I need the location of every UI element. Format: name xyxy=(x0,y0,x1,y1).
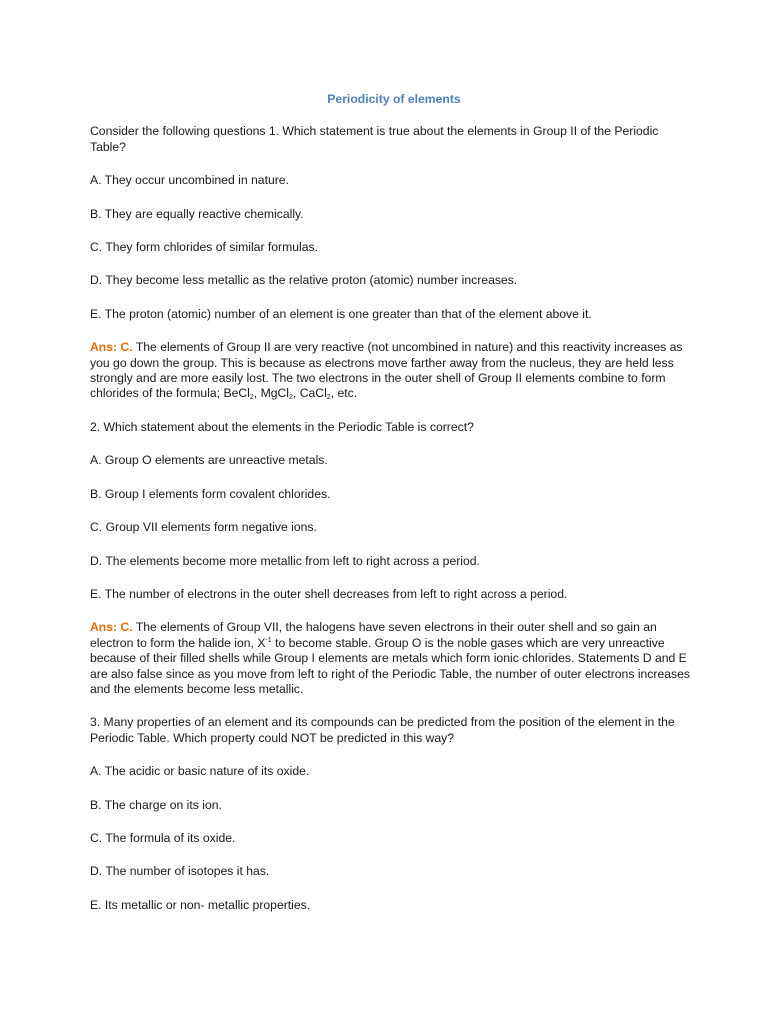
answer-label: Ans: C. xyxy=(90,620,133,635)
q2-option-c: C. Group VII elements form negative ions. xyxy=(90,520,317,535)
q1-option-c: C. They form chlorides of similar formulas. xyxy=(90,240,319,255)
answer-text-cont: to become stable. Group O is the noble gases which are very unreactive because of their filled shells while Group I elements are metals which form ionic chlorides. Statements D and E are also false since as you move from left to right of the Periodic Table, the number of outer electrons increases and the elements become less metallic. xyxy=(90,635,690,696)
document-page xyxy=(90,92,690,931)
formula-cacl2: CaCl$_2$ xyxy=(299,386,331,402)
question-3: 3. Many properties of an element and its compounds can be predicted from the position of the element in the Periodic Table. Which property could NOT be predicted in this way? xyxy=(90,715,675,745)
q2-option-e: E. The number of electrons in the outer shell decreases from left to right across a period. xyxy=(90,586,568,601)
formula-becl2: BeCl$_2$ xyxy=(223,386,254,402)
q3-option-d: D. The number of isotopes it has. xyxy=(90,864,270,879)
answer-text: The elements of Group II are very reactive (not uncombined in nature) and this reactivity increases as you go down the group. This is because as electrons move farther away from the nucleus, they are held less strongly and are more easily lost. The two electrons in the outer shell of Group II elements combine to form chlorides of the formula; xyxy=(90,340,683,401)
q1-answer: Ans: C. The elements of Group II are very reactive (not uncombined in nature) and this reactivity increases as you go down the group. This is because as electrons move farther away from the nucleus, they are held less strongly and are more easily lost. The two electrons in the outer shell of Group II elements combine to form chlorides of the formula; BeCl$_2$, MgCl$_2$, CaCl$_2$, etc. xyxy=(90,340,683,402)
q2-option-a: A. Group O elements are unreactive metals. xyxy=(90,453,328,468)
question-2: 2. Which statement about the elements in the Periodic Table is correct? xyxy=(90,419,474,434)
q1-option-d: D. They become less metallic as the relative proton (atomic) number increases. xyxy=(90,273,518,288)
formula-mgcl2: MgCl$_2$ xyxy=(260,386,293,402)
q2-answer xyxy=(90,620,690,697)
q3-option-a: A. The acidic or basic nature of its oxide. xyxy=(90,764,310,779)
answer-text: The elements of Group VII, the halogens have seven electrons in their outer shell and so gain an electron to form the halide ion, X xyxy=(90,620,657,650)
answer-label: Ans: C. xyxy=(90,340,133,355)
q2-option-b: B. Group I elements form covalent chlorides. xyxy=(90,486,331,501)
q2-option-d: D. The elements become more metallic from left to right across a period. xyxy=(90,553,480,568)
q1-option-a: A. They occur uncombined in nature. xyxy=(90,173,289,188)
q1-option-b: B. They are equally reactive chemically. xyxy=(90,206,304,221)
q3-option-c: C. The formula of its oxide. xyxy=(90,830,236,845)
q3-option-e: E. Its metallic or non- metallic properties. xyxy=(90,897,311,912)
ion-charge: -1 xyxy=(265,636,272,644)
q3-option-b: B. The charge on its ion. xyxy=(90,797,222,812)
question-1: Consider the following questions 1. Which statement is true about the elements in Group II of the Periodic Table? xyxy=(90,124,659,154)
page-title: Periodicity of elements xyxy=(327,92,461,106)
q1-option-e: E. The proton (atomic) number of an element is one greater than that of the element above it. xyxy=(90,306,592,321)
